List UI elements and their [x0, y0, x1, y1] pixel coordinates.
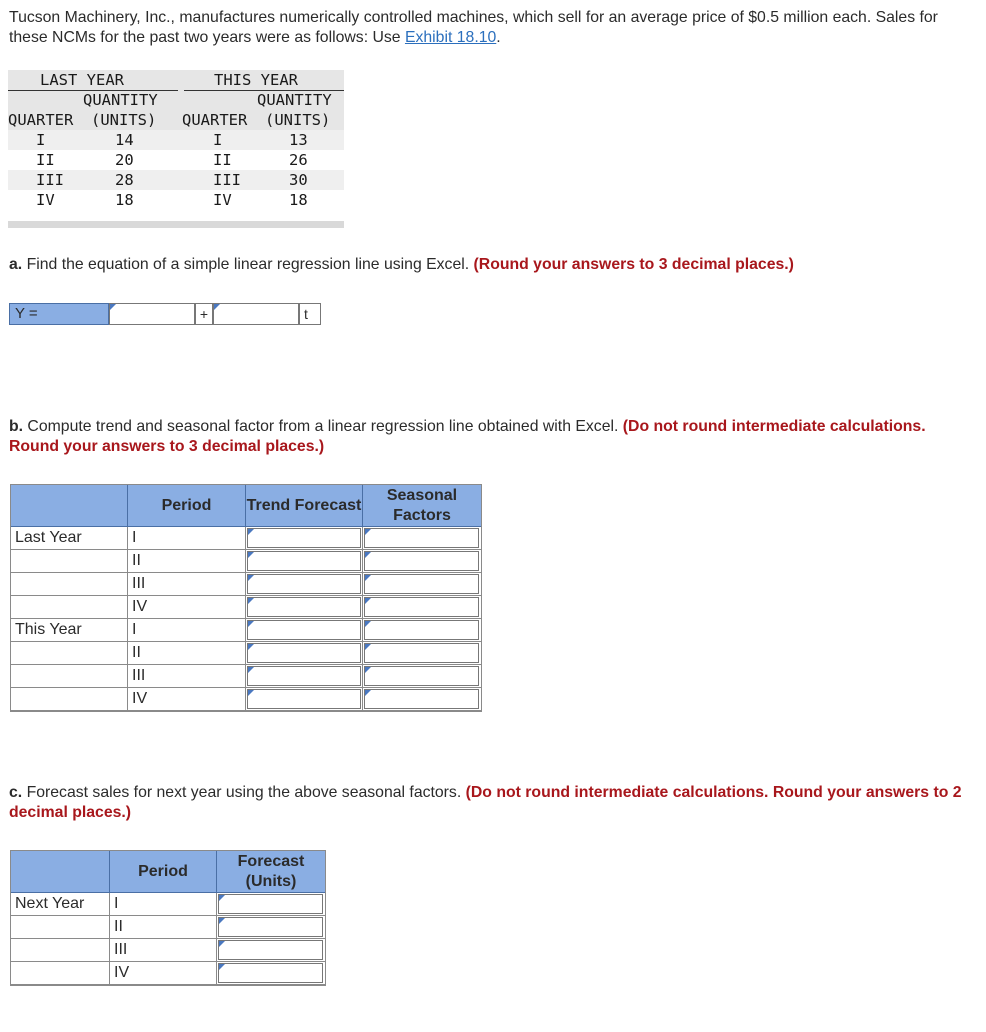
row-group-label: Next Year [11, 893, 110, 916]
input-marker-icon [214, 304, 220, 310]
plus-sign: + [195, 303, 213, 325]
trend-forecast-cell [246, 596, 363, 619]
exhibit-row [8, 170, 344, 190]
trend-forecast-cell [246, 550, 363, 573]
part-c-text: Forecast sales for next year using the above seasonal factors. [22, 784, 466, 801]
quarter-heading-2: QUARTER [182, 111, 248, 129]
period-cell: I [128, 527, 246, 550]
forecast-units-input[interactable] [218, 963, 323, 983]
part-b-text: Compute trend and seasonal factor from a linear regression line obtained with Excel. [23, 418, 623, 435]
trend-forecast-input[interactable] [247, 528, 361, 548]
trend-forecast-input[interactable] [247, 574, 361, 594]
input-marker-icon [365, 621, 371, 627]
row-group-label [11, 688, 128, 711]
quarter-cell: II [213, 151, 232, 169]
forecast-units-cell [217, 939, 325, 962]
forecast-units-input[interactable] [218, 940, 323, 960]
quantity-cell: 18 [289, 191, 308, 209]
period-cell: III [110, 939, 217, 962]
period-cell: IV [128, 596, 246, 619]
row-group-label [11, 573, 128, 596]
forecast-units-cell [217, 962, 325, 985]
exhibit-row [8, 130, 344, 150]
input-marker-icon [365, 690, 371, 696]
input-marker-icon [248, 598, 254, 604]
period-cell: IV [110, 962, 217, 985]
seasonal-factor-input[interactable] [364, 620, 479, 640]
quarter-cell: III [213, 171, 241, 189]
quantity-cell: 13 [289, 131, 308, 149]
input-marker-icon [219, 941, 225, 947]
problem-intro [9, 8, 969, 48]
seasonal-factor-input[interactable] [364, 574, 479, 594]
input-marker-icon [248, 575, 254, 581]
quarter-cell: IV [36, 191, 55, 209]
quarter-cell: IV [213, 191, 232, 209]
row-group-label [11, 939, 110, 962]
forecast-units-cell [217, 893, 325, 916]
y-equals-label: Y = [9, 303, 109, 325]
part-c-label: c. [9, 784, 23, 801]
input-marker-icon [365, 552, 371, 558]
intro-text: Tucson Machinery, Inc., manufactures numerically controlled machines, which sell for an average price of $0.5 million each. Sales for these NCMs for the past two years were as follows: Use [9, 9, 938, 46]
row-group-label [11, 550, 128, 573]
seasonal-factor-cell [363, 619, 481, 642]
forecast-units-input[interactable] [218, 894, 323, 914]
seasonal-factor-input[interactable] [364, 643, 479, 663]
quarter-cell: III [36, 171, 64, 189]
trend-forecast-input[interactable] [247, 643, 361, 663]
input-marker-icon [248, 667, 254, 673]
blank-header [11, 485, 128, 527]
trend-forecast-input[interactable] [247, 597, 361, 617]
seasonal-factor-cell [363, 596, 481, 619]
period-header: Period [110, 851, 217, 893]
seasonal-factor-input[interactable] [364, 666, 479, 686]
units-heading-2: (UNITS) [265, 111, 331, 129]
seasonal-factor-input[interactable] [364, 597, 479, 617]
seasonal-factor-cell [363, 550, 481, 573]
row-group-label [11, 916, 110, 939]
exhibit-row [8, 190, 344, 210]
trend-forecast-input[interactable] [247, 551, 361, 571]
period-cell: II [128, 642, 246, 665]
row-group-label: This Year [11, 619, 128, 642]
seasonal-factor-cell [363, 642, 481, 665]
trend-forecast-input[interactable] [247, 666, 361, 686]
intro-end: . [496, 29, 501, 46]
input-marker-icon [219, 895, 225, 901]
part-b-note: (Do not round intermediate calculations. Round your answers to 3 decimal places.) [9, 418, 926, 455]
exhibit-bottom-bar [8, 221, 344, 228]
slope-input[interactable] [213, 303, 299, 325]
row-group-label [11, 962, 110, 985]
trend-forecast-cell [246, 619, 363, 642]
part-b-label: b. [9, 418, 24, 435]
seasonal-factor-input[interactable] [364, 528, 479, 548]
quantity-cell: 30 [289, 171, 308, 189]
period-cell: IV [128, 688, 246, 711]
input-marker-icon [365, 575, 371, 581]
exhibit-table [8, 70, 344, 210]
seasonal-factor-cell [363, 527, 481, 550]
input-marker-icon [248, 552, 254, 558]
quantity-cell: 14 [115, 131, 134, 149]
intercept-input[interactable] [109, 303, 195, 325]
period-cell: III [128, 665, 246, 688]
blank-header [11, 851, 110, 893]
exhibit-link[interactable]: Exhibit 18.10 [404, 29, 497, 46]
input-marker-icon [248, 690, 254, 696]
trend-forecast-cell [246, 642, 363, 665]
input-marker-icon [248, 621, 254, 627]
trend-forecast-cell [246, 527, 363, 550]
row-group-label: Last Year [11, 527, 128, 550]
this-year-heading: THIS YEAR [214, 71, 298, 89]
period-cell: III [128, 573, 246, 596]
input-marker-icon [219, 964, 225, 970]
input-marker-icon [110, 304, 116, 310]
seasonal-factor-cell [363, 665, 481, 688]
next-year-forecast-table [10, 850, 326, 986]
trend-forecast-cell [246, 688, 363, 711]
input-marker-icon [365, 598, 371, 604]
exhibit-row [8, 150, 344, 170]
period-cell: I [128, 619, 246, 642]
quarter-heading-1: QUARTER [8, 111, 74, 129]
trend-forecast-input[interactable] [247, 689, 361, 709]
row-group-label [11, 665, 128, 688]
trend-forecast-input[interactable] [247, 620, 361, 640]
quantity-heading-1: QUANTITY [83, 91, 158, 109]
t-variable-label: t [299, 303, 321, 325]
input-marker-icon [365, 667, 371, 673]
part-a-label: a. [9, 256, 23, 273]
part-b-question [9, 417, 969, 457]
period-cell: II [128, 550, 246, 573]
quantity-cell: 20 [115, 151, 134, 169]
period-header: Period [128, 485, 246, 527]
part-a-question [9, 255, 969, 275]
row-group-label [11, 596, 128, 619]
trend-seasonal-table [10, 484, 482, 712]
trend-forecast-cell [246, 665, 363, 688]
quantity-cell: 26 [289, 151, 308, 169]
seasonal-factor-input[interactable] [364, 551, 479, 571]
quantity-heading-2: QUANTITY [257, 91, 332, 109]
trend-forecast-cell [246, 573, 363, 596]
input-marker-icon [219, 918, 225, 924]
quantity-cell: 18 [115, 191, 134, 209]
period-cell: II [110, 916, 217, 939]
input-marker-icon [365, 529, 371, 535]
seasonal-factor-cell [363, 573, 481, 596]
quantity-cell: 28 [115, 171, 134, 189]
input-marker-icon [365, 644, 371, 650]
seasonal-factor-input[interactable] [364, 689, 479, 709]
quarter-cell: II [36, 151, 55, 169]
row-group-label [11, 642, 128, 665]
part-c-note: (Do not round intermediate calculations. Round your answers to 2 decimal places.) [9, 784, 962, 821]
quarter-cell: I [36, 131, 46, 149]
input-marker-icon [248, 529, 254, 535]
input-marker-icon [248, 644, 254, 650]
part-c-question [9, 783, 969, 823]
forecast-units-cell [217, 916, 325, 939]
seasonal-factor-cell [363, 688, 481, 711]
seasonal-factors-header: Seasonal Factors [363, 485, 481, 527]
trend-forecast-header: Trend Forecast [246, 485, 363, 527]
units-heading-1: (UNITS) [91, 111, 157, 129]
quarter-cell: I [213, 131, 223, 149]
forecast-units-input[interactable] [218, 917, 323, 937]
period-cell: I [110, 893, 217, 916]
part-a-text: Find the equation of a simple linear regression line using Excel. [22, 256, 474, 273]
last-year-heading: LAST YEAR [40, 71, 124, 89]
part-a-note: (Round your answers to 3 decimal places.) [473, 256, 794, 273]
forecast-units-header: Forecast (Units) [217, 851, 325, 893]
